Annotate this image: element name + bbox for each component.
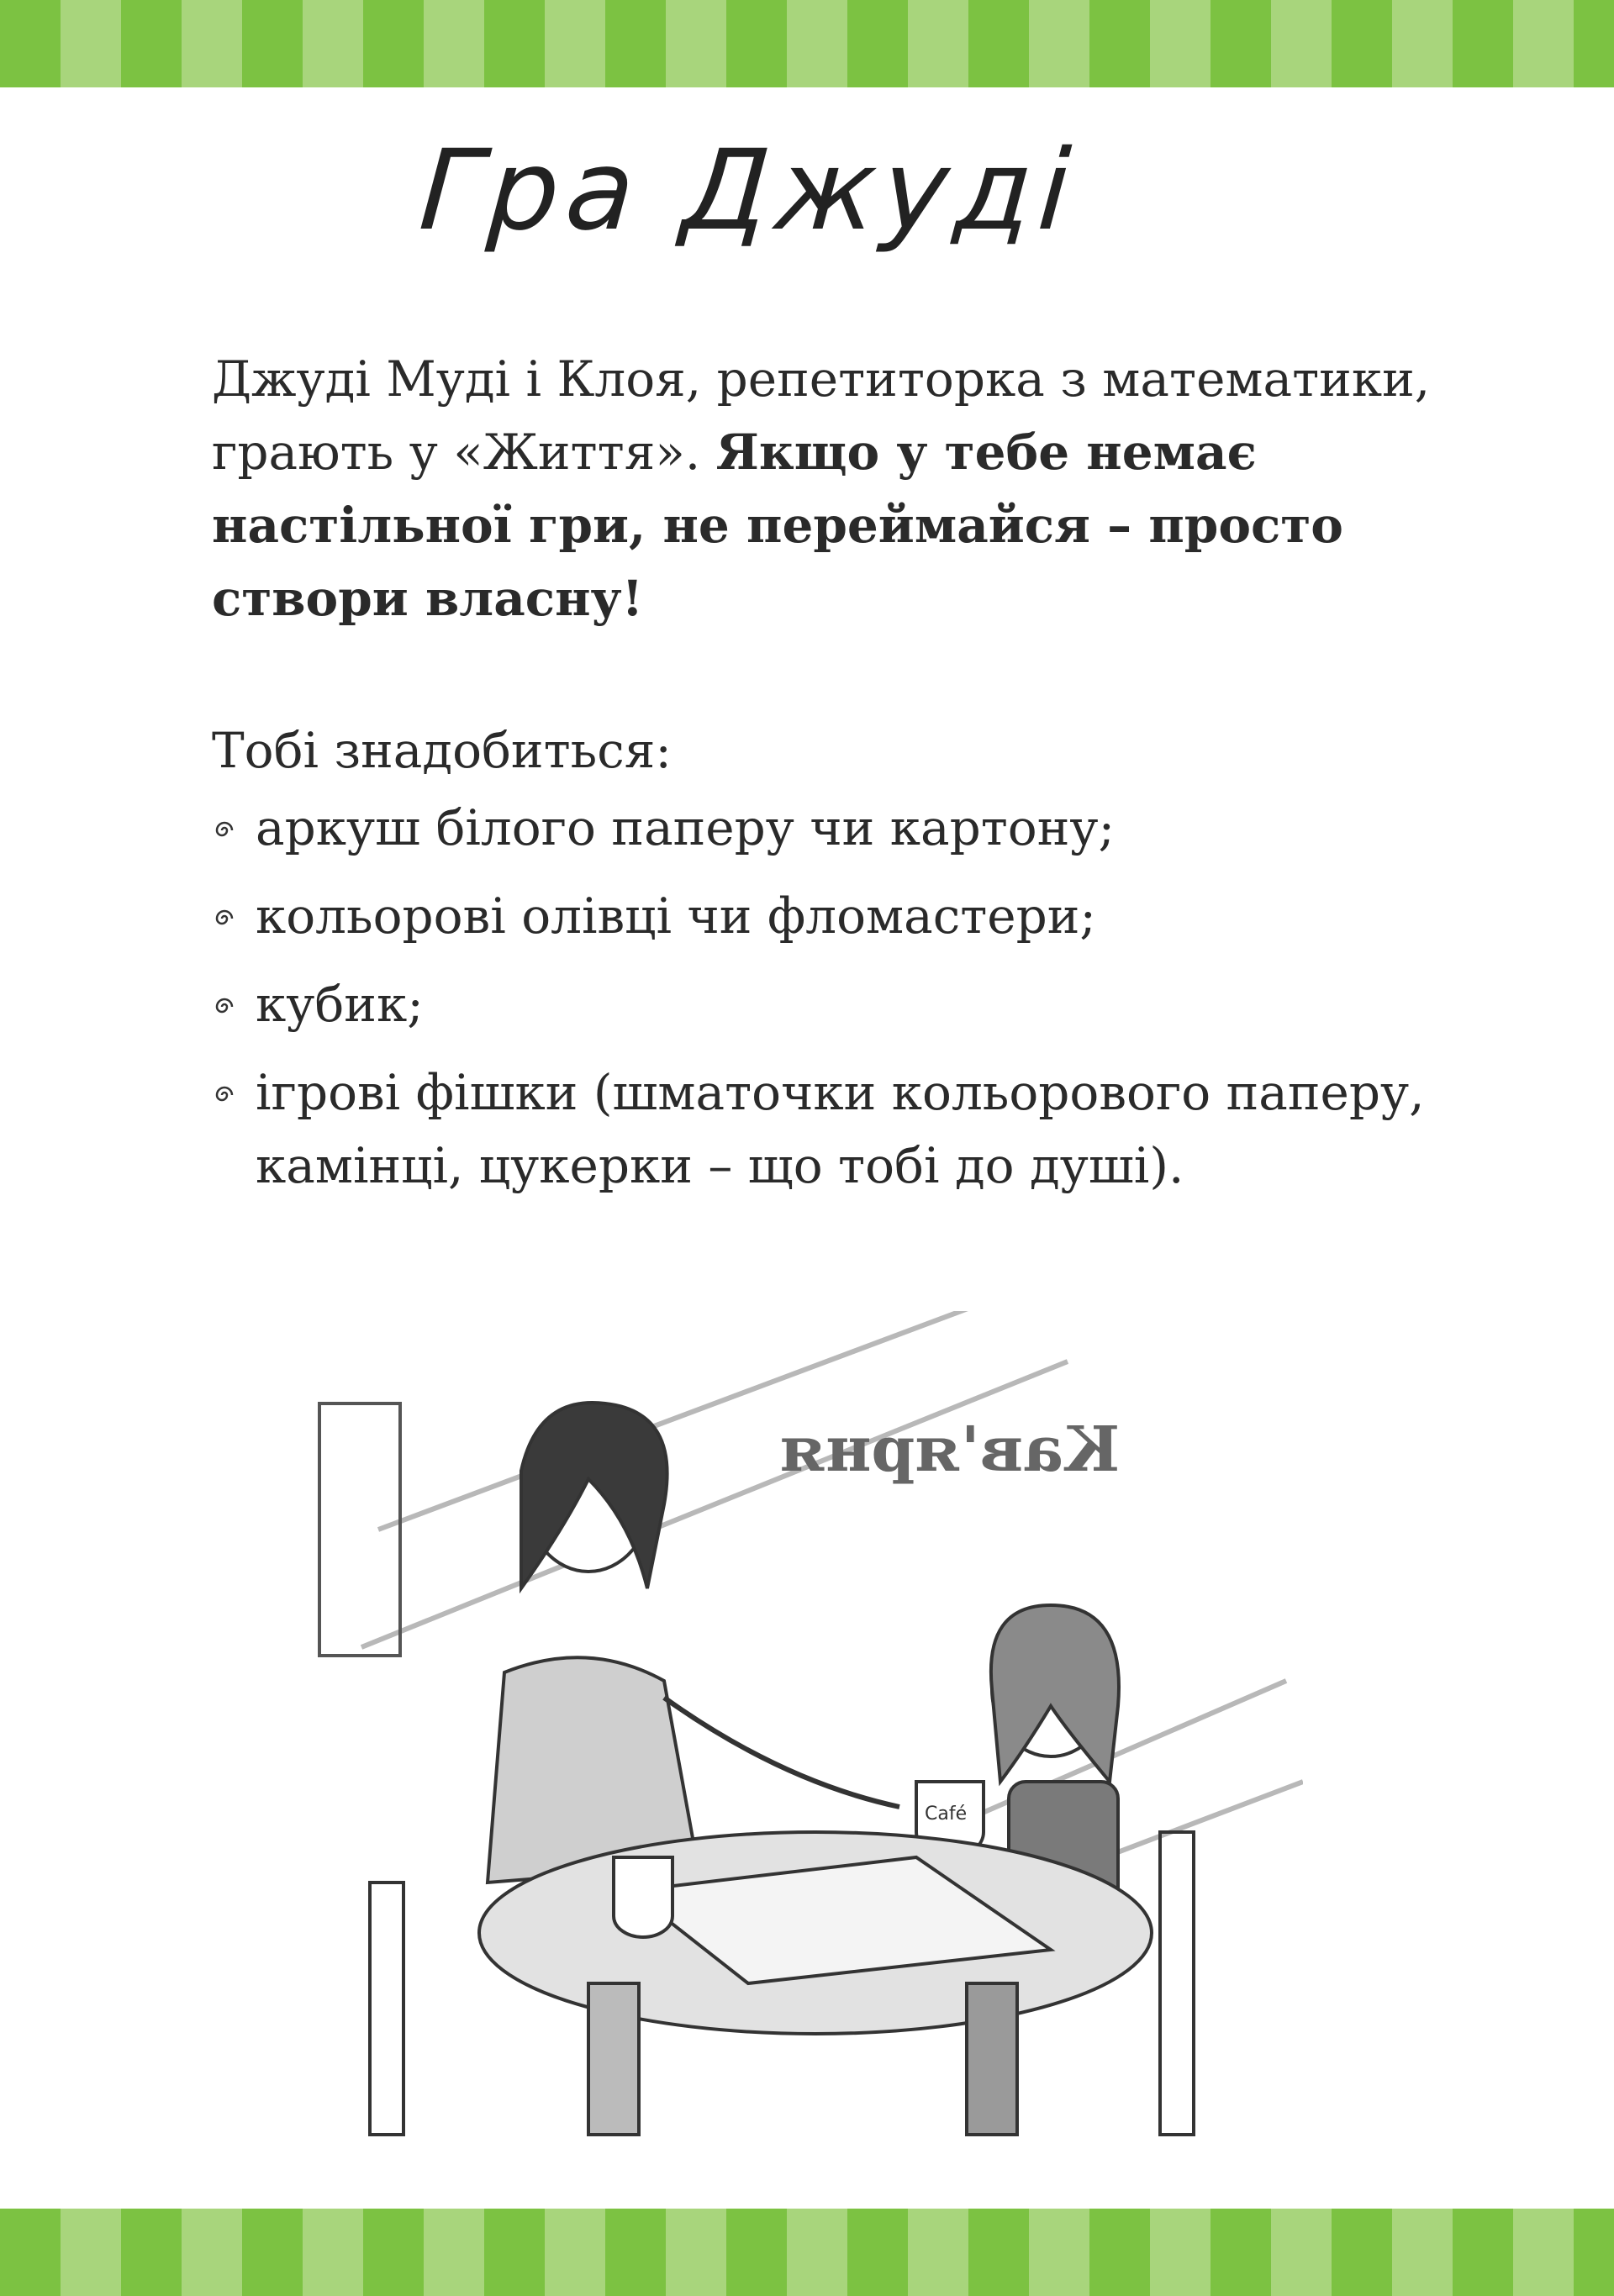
intro-bold-text: Якщо у тебе немає настільної гри, не переймайся – просто створи власну! (212, 424, 1343, 627)
swirl-bullet-icon (212, 1085, 237, 1105)
intro-paragraph (212, 343, 1448, 635)
list-item (212, 880, 1473, 953)
swirl-bullet-icon (212, 820, 237, 840)
bottom-green-stripe (0, 2209, 1614, 2296)
wall-menu-frame (319, 1403, 400, 1656)
list-item (212, 792, 1473, 865)
list-item-text: кубик; (256, 976, 424, 1033)
cafe-illustration (311, 1311, 1303, 2168)
supplies-list (212, 792, 1473, 1218)
needs-label: Тобі знадобиться: (212, 722, 672, 779)
table (479, 1832, 1152, 2135)
cup-label-text: Café (925, 1804, 968, 1825)
list-item-text: кольорові олівці чи фломастери; (256, 887, 1096, 945)
swirl-bullet-icon (212, 908, 237, 929)
intro-text: Джуді Муді і Клоя, репетиторка з математики, грають у «Життя». (212, 350, 1431, 481)
swirl-bullet-icon (212, 997, 237, 1017)
cafe-sign-text: Кав'ярня (779, 1414, 1121, 1486)
list-item (212, 1056, 1473, 1203)
list-item-text: ігрові фішки (шматочки кольорового паперу, камінці, цукерки – що тобі до душі). (256, 1064, 1425, 1194)
list-item (212, 968, 1473, 1041)
top-green-stripe (0, 0, 1614, 87)
page-title: Гра Джуді (415, 126, 1081, 255)
list-item-text: аркуш білого паперу чи картону; (256, 799, 1116, 856)
